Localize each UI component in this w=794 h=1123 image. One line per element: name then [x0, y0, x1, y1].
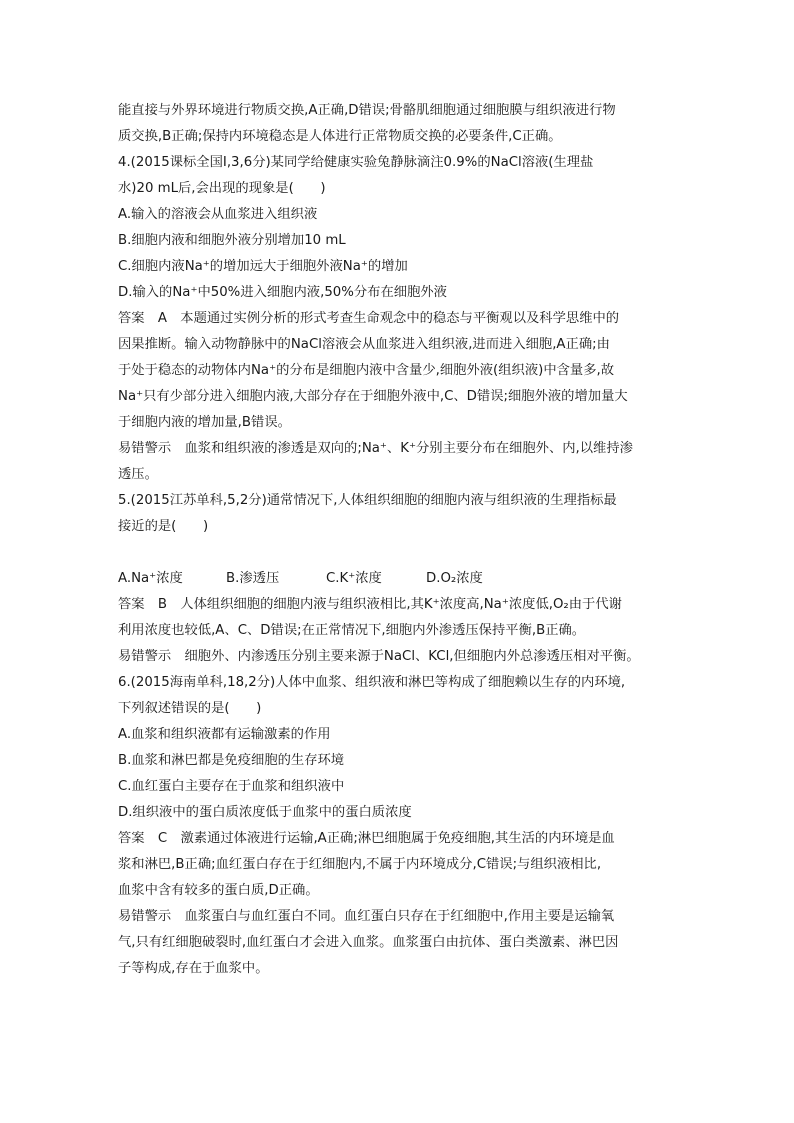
option-a: A.输入的溶液会从血浆进入组织液 — [118, 207, 318, 222]
option-a: A.血浆和组织液都有运输激素的作用 — [118, 727, 331, 742]
option-d: D.组织液中的蛋白质浓度低于血浆中的蛋白质浓度 — [118, 805, 412, 820]
answer-line: 于处于稳态的动物体内Na⁺的分布是细胞内液中含量少,细胞外液(组织液)中含量多,故 — [118, 363, 615, 378]
option-c: C.K⁺浓度 — [326, 571, 382, 586]
answer-line: Na⁺只有少部分进入细胞内液,大部分存在于细胞外液中,C、D错误;细胞外液的增加量大 — [118, 389, 628, 404]
intro-paragraph — [118, 98, 678, 150]
answer-line: 浆和淋巴,B正确;血红蛋白存在于红细胞内,不属于内环境成分,C错误;与组织液相比, — [118, 857, 602, 872]
warning-line: 子等构成,存在于血浆中。 — [118, 961, 269, 976]
text-line: 质交换,B正确;保持内环境稳态是人体进行正常物质交换的必要条件,C正确。 — [118, 129, 562, 144]
warning-line: 易错警示 血浆蛋白与血红蛋白不同。血红蛋白只存在于红细胞中,作用主要是运输氧 — [118, 909, 615, 924]
option-b: B.渗透压 — [226, 571, 280, 586]
option-a: A.Na⁺浓度 — [118, 571, 183, 586]
answer-line: 答案 A 本题通过实例分析的形式考查生命观念中的稳态与平衡观以及科学思维中的 — [118, 311, 620, 326]
answer-line: 利用浓度也较低,A、C、D错误;在正常情况下,细胞内外渗透压保持平衡,B正确。 — [118, 623, 586, 638]
document-page — [118, 98, 678, 982]
option-b: B.血浆和淋巴都是免疫细胞的生存环境 — [118, 753, 345, 768]
option-c: C.细胞内液Na⁺的增加远大于细胞外液Na⁺的增加 — [118, 259, 408, 274]
warning-line: 透压。 — [118, 467, 158, 482]
question-stem: 水)20 mL后,会出现的现象是( ) — [118, 181, 326, 196]
question-4 — [118, 150, 678, 488]
warning-line: 气,只有红细胞破裂时,血红蛋白才会进入血浆。血浆蛋白由抗体、蛋白类激素、淋巴因 — [118, 935, 619, 950]
question-5 — [118, 488, 678, 670]
question-stem: 接近的是( ) — [118, 519, 209, 534]
option-b: B.细胞内液和细胞外液分别增加10 mL — [118, 233, 346, 248]
question-stem: 4.(2015课标全国Ⅰ,3,6分)某同学给健康实验兔静脉滴注0.9%的NaCl溶液(生理盐 — [118, 155, 594, 170]
text-line: 能直接与外界环境进行物质交换,A正确,D错误;骨骼肌细胞通过细胞膜与组织液进行物 — [118, 103, 616, 118]
warning-line: 易错警示 血浆和组织液的渗透是双向的;Na⁺、K⁺分别主要分布在细胞外、内,以维持渗 — [118, 441, 633, 456]
answer-line: 答案 C 激素通过体液进行运输,A正确;淋巴细胞属于免疫细胞,其生活的内环境是血 — [118, 831, 615, 846]
option-d: D.输入的Na⁺中50%进入细胞内液,50%分布在细胞外液 — [118, 285, 447, 300]
option-d: D.O₂浓度 — [426, 571, 483, 586]
answer-line: 因果推断。输入动物静脉中的NaCl溶液会从血浆进入组织液,进而进入细胞,A正确;由 — [118, 337, 610, 352]
options-row — [118, 566, 678, 592]
question-stem: 6.(2015海南单科,18,2分)人体中血浆、组织液和淋巴等构成了细胞赖以生存的内环境, — [118, 675, 626, 690]
question-stem: 下列叙述错误的是( ) — [118, 701, 262, 716]
option-c: C.血红蛋白主要存在于血浆和组织液中 — [118, 779, 345, 794]
answer-line: 答案 B 人体组织细胞的细胞内液与组织液相比,其K⁺浓度高,Na⁺浓度低,O₂由于代谢 — [118, 597, 622, 612]
question-6 — [118, 670, 678, 982]
answer-line: 于细胞内液的增加量,B错误。 — [118, 415, 291, 430]
question-stem: 5.(2015江苏单科,5,2分)通常情况下,人体组织细胞的细胞内液与组织液的生理指标最 — [118, 493, 617, 508]
answer-line: 血浆中含有较多的蛋白质,D正确。 — [118, 883, 319, 898]
warning-line: 易错警示 细胞外、内渗透压分别主要来源于NaCl、KCl,但细胞内外总渗透压相对平衡。 — [118, 649, 640, 664]
